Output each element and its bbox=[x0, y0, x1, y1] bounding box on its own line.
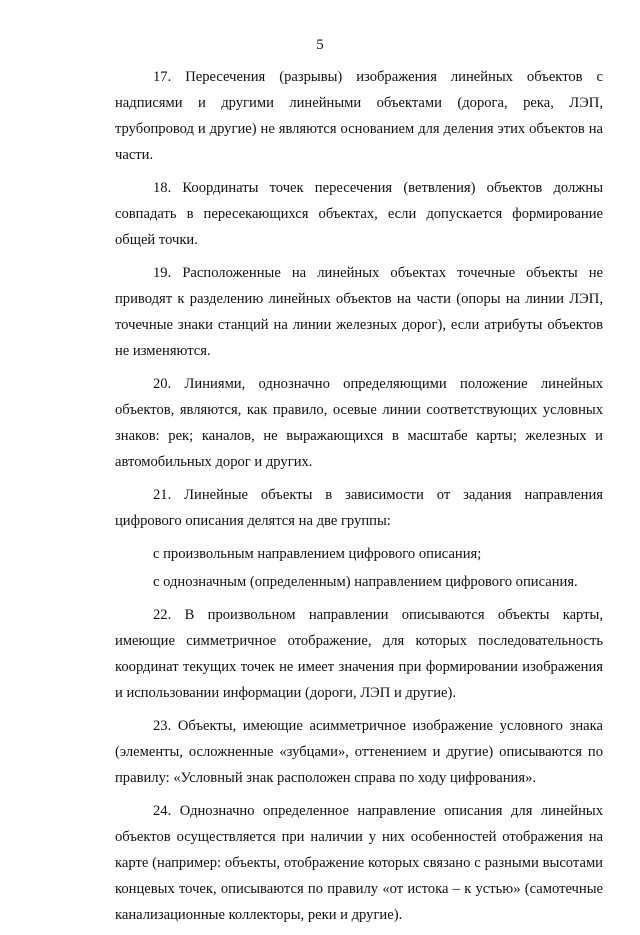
page-number: 5 bbox=[316, 37, 324, 53]
paragraph-17: 17. Пересечения (разрывы) изображения линейных объектов с надписями и другими линейными объектами (дорога, река, ЛЭП, трубопровод и другие) не являются основанием для деления этих объектов на части. bbox=[115, 69, 603, 163]
paragraph-23: 23. Объекты, имеющие асимметричное изображение условного знака (элементы, осложненные «зубцами», оттенением и другие) описываются по правилу: «Условный знак расположен справа по ходу цифрования». bbox=[115, 718, 603, 786]
paragraph-24: 24. Однозначно определенное направление описания для линейных объектов осуществляется при наличии у них особенностей отображения на карте (например: объекты, отображение которых связано с разными высотами концевых точек, описываются по правилу «от истока – к устью» (самотечные канализационные коллекторы, реки и другие). bbox=[115, 803, 603, 923]
list-item-defined-direction: с однозначным (определенным) направлением цифрового описания. bbox=[153, 574, 578, 590]
document-body bbox=[115, 64, 603, 935]
paragraph-18: 18. Координаты точек пересечения (ветвления) объектов должны совпадать в пересекающихся объектах, если допускается формирование общей точки. bbox=[115, 180, 603, 248]
list-item-arbitrary-direction: с произвольным направлением цифрового описания; bbox=[153, 546, 482, 562]
paragraph-21: 21. Линейные объекты в зависимости от задания направления цифрового описания делятся на две группы: bbox=[115, 487, 603, 529]
paragraph-19: 19. Расположенные на линейных объектах точечные объекты не приводят к разделению линейных объектов на части (опоры на линии ЛЭП, точечные знаки станций на линии железных дорог), если атрибуты объектов не изменяются. bbox=[115, 265, 603, 359]
paragraph-22: 22. В произвольном направлении описываются объекты карты, имеющие симметричное отображение, для которых последовательность координат текущих точек не имеет значения при формировании изображения и использовании информации (дороги, ЛЭП и другие). bbox=[115, 607, 603, 701]
paragraph-20: 20. Линиями, однозначно определяющими положение линейных объектов, являются, как правило, осевые линии соответствующих условных знаков: рек; каналов, не выражающихся в масштабе карты; железных и автомобильных дорог и других. bbox=[115, 376, 603, 470]
